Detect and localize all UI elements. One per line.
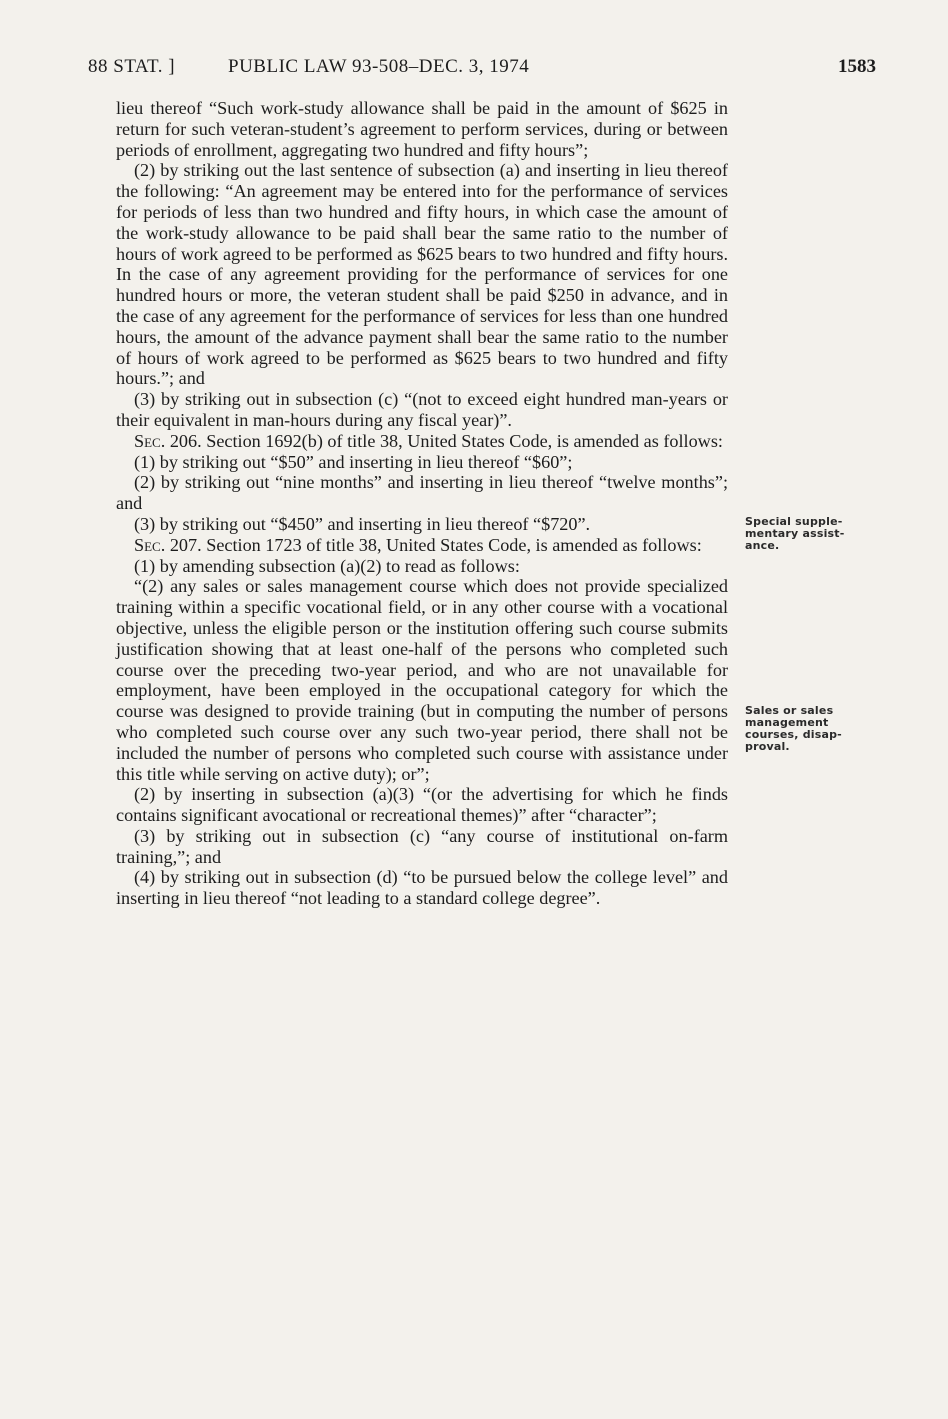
section-206-item-1: (1) by striking out “$50” and inserting in lieu thereof “$60”;: [134, 451, 573, 472]
section-206: [116, 431, 728, 452]
paragraph-item-3: (3) by striking out in subsection (c) “(not to exceed eight hundred man-years or their equivalent in man-hours during any fiscal year)”.: [116, 389, 728, 430]
section-207-item-2: (2) by inserting in subsection (a)(3) “(or the advertising for which he finds contains significant avocational or recreational themes)” after “character”;: [116, 784, 728, 826]
margin-note-sales-courses: Sales or sales management courses, disap- proval.: [745, 704, 842, 753]
section-207-item-1: (1) by amending subsection (a)(2) to read as follows:: [134, 555, 520, 576]
section-207-item-3: (3) by striking out in subsection (c) “any course of institutional on-farm training,”; and: [116, 825, 728, 867]
section-206-item-2: (2) by striking out “nine months” and inserting in lieu thereof “twelve months”; and: [116, 472, 728, 514]
section-207: [116, 535, 728, 556]
section-label: Sec.: [134, 430, 166, 451]
section-207-item-4: (4) by striking out in subsection (d) “to be pursued below the college level” and inserting in lieu thereof “not leading to a standard college degree”.: [116, 867, 728, 909]
section-206-item-3: (3) by striking out “$450” and inserting in lieu thereof “$720”.: [134, 513, 591, 534]
body-text: [116, 98, 728, 909]
page-number: 1583: [838, 56, 876, 77]
paragraph-item-2: (2) by striking out the last sentence of subsection (a) and inserting in lieu thereof the following: “An agreement may be entered into for the performance of services for periods of less than two hundred and fifty hours, in which case the amount of the work-study allowance to be paid shall bear the same ratio to the number of hours of work agreed to be performed as $625 bears to two hundred and fifty hours. In the case of any agreement providing for the performance of services for one hundred hours or more, the veteran student shall be paid $250 in advance, and in the case of any agreement for the performance of services for less than one hundred hours, the amount of the advance payment shall bear the same ratio to the number of hours of work agreed to be performed as $625 bears to two hundred and fifty hours.”; and: [116, 160, 728, 389]
section-label: Sec.: [134, 534, 166, 555]
margin-note-special-assistance: Special supple- mentary assist- ance.: [745, 515, 845, 552]
page-header: [0, 56, 948, 86]
section-207-quoted-text: “(2) any sales or sales management course which does not provide specialized training within a specific vocational field, or in any other course with a vocational objective, unless the eligible person or the institution offering such course submits justification showing that at least one-half of the persons who completed such course over the preceding two-year period, and who are not unavailable for employment, have been employed in the occupational category for which the course was designed to provide training (but in computing the number of persons who completed such course over any such two-year period, there shall not be included the number of persons who completed such course with assistance under this title while serving on active duty); or”;: [116, 576, 728, 784]
paragraph-continuation: lieu thereof “Such work-study allowance shall be paid in the amount of $625 in return for such veteran-student’s agreement to perform services, during or between periods of enrollment, aggregating two hundred and fifty hours”;: [116, 98, 728, 160]
section-207-text: 207. Section 1723 of title 38, United States Code, is amended as follows:: [165, 534, 702, 555]
statute-volume: 88 STAT. ]: [88, 56, 176, 77]
section-206-text: 206. Section 1692(b) of title 38, United States Code, is amended as follows:: [165, 430, 723, 451]
law-title: PUBLIC LAW 93-508–DEC. 3, 1974: [228, 56, 530, 77]
